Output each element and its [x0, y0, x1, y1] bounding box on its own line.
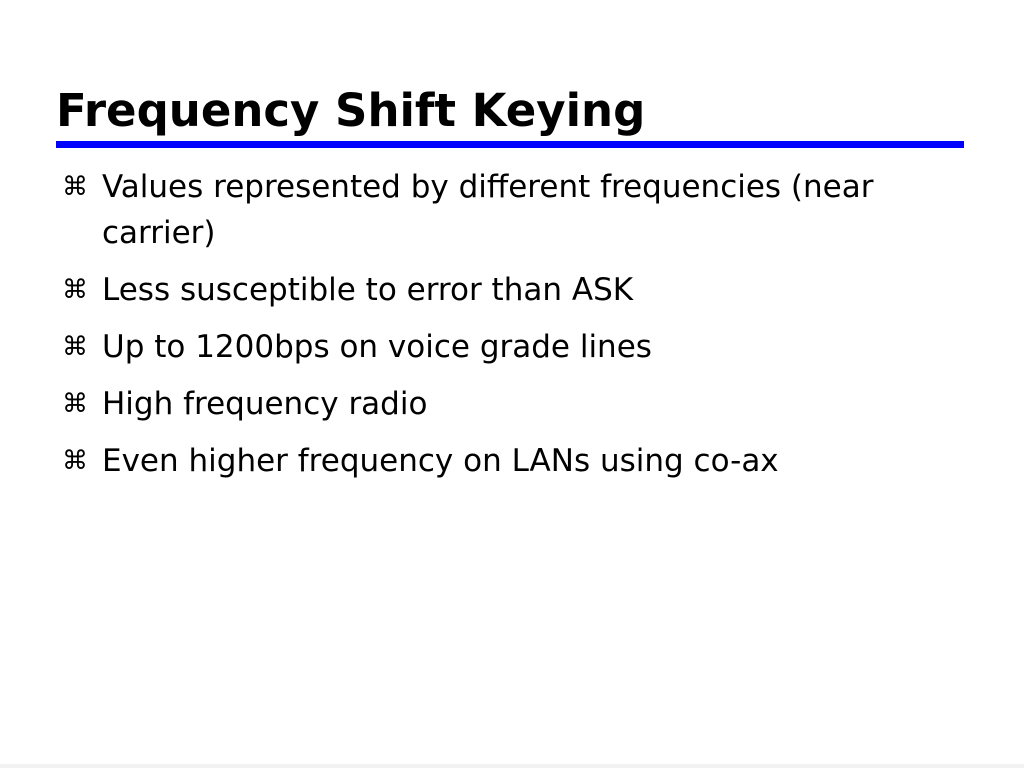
command-key-icon: ⌘: [62, 172, 88, 202]
slide-title: Frequency Shift Keying: [56, 84, 646, 137]
bullet-text: High frequency radio: [102, 386, 428, 422]
bullet-item: [62, 164, 882, 256]
bullet-item: [62, 324, 962, 370]
bullet-item: [62, 267, 962, 313]
command-key-icon: ⌘: [62, 446, 88, 476]
bullet-text: Even higher frequency on LANs using co-ax: [102, 443, 779, 479]
bullet-text: Values represented by different frequencies (near carrier): [102, 169, 874, 251]
command-key-icon: ⌘: [62, 275, 88, 305]
command-key-icon: ⌘: [62, 332, 88, 362]
bullet-text: Up to 1200bps on voice grade lines: [102, 329, 652, 365]
command-key-icon: ⌘: [62, 389, 88, 419]
bullet-text: Less susceptible to error than ASK: [102, 272, 634, 308]
title-underline: [56, 141, 964, 148]
bullet-item: [62, 438, 962, 484]
bottom-band: [0, 764, 1024, 768]
bullet-item: [62, 381, 962, 427]
bullet-list: [62, 164, 962, 495]
